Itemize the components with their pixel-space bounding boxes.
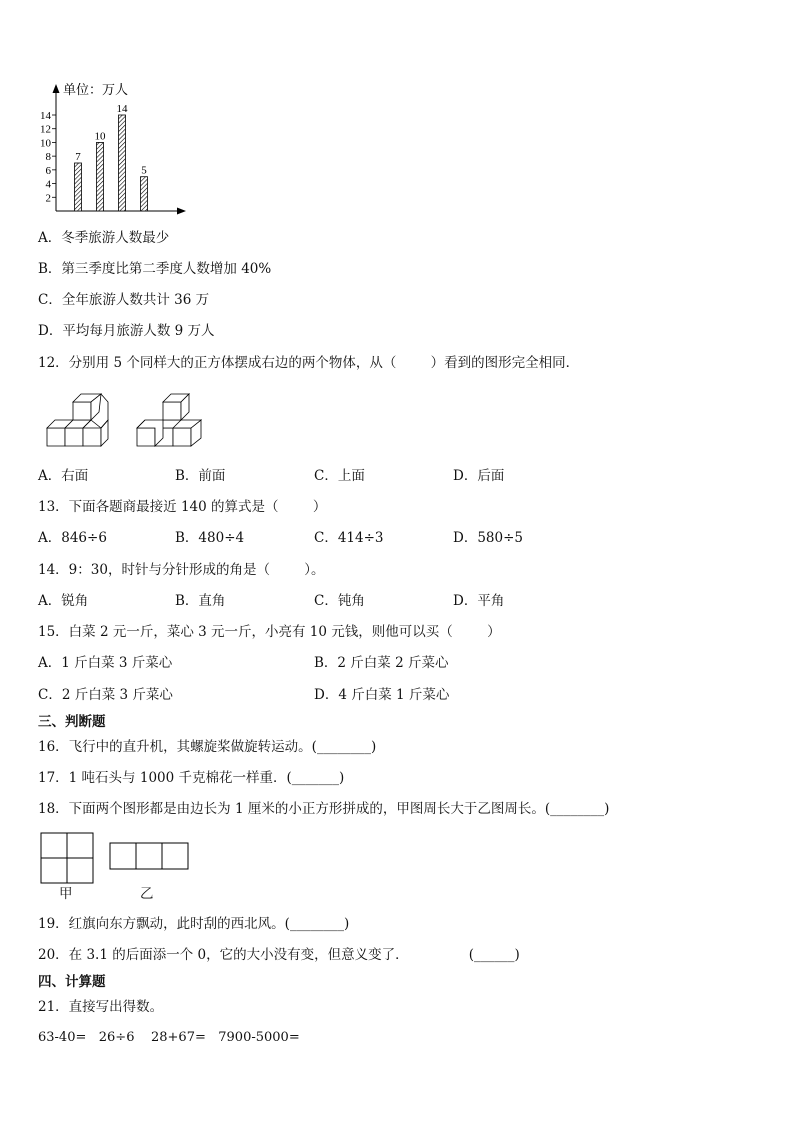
q11-option-c: C．全年旅游人数共计 36 万 <box>38 292 210 308</box>
cube-figure-1 <box>47 394 108 446</box>
bar-value-label-1: 7 <box>75 151 81 163</box>
q15-option-d: D．4 斤白菜 1 斤菜心 <box>314 687 450 703</box>
q18-stem: 18．下面两个图形都是由边长为 1 厘米的小正方形拼成的，甲图周长大于乙图周长。(________) <box>38 801 610 817</box>
bar-4 <box>141 177 148 211</box>
q13-stem: 13．下面各题商最接近 140 的算式是（ ） <box>38 499 327 515</box>
bar-value-label-2: 10 <box>94 130 106 143</box>
q11-option-a: A．冬季旅游人数最少 <box>38 230 170 246</box>
q12-stem: 12．分别用 5 个同样大的正方体摆成右边的两个物体，从（ ）看到的图形完全相同． <box>38 355 580 371</box>
q15-option-c: C．2 斤白菜 3 斤菜心 <box>38 687 173 703</box>
q13-option-c: C．414÷3 <box>314 530 384 546</box>
bar-value-label-3: 14 <box>116 103 128 115</box>
x-axis-arrow <box>177 208 186 215</box>
y-tick-label: 10 <box>40 137 51 150</box>
section-4-heading: 四、计算题 <box>38 974 106 990</box>
cube-figures <box>40 392 240 452</box>
q11-option-b: B．第三季度比第二季度人数增加 40% <box>38 261 272 277</box>
q15-option-a: A．1 斤白菜 3 斤菜心 <box>38 655 173 671</box>
bar-3 <box>119 115 126 211</box>
q14-stem: 14．9：30，时针与分针形成的角是（ ）。 <box>38 562 325 578</box>
bar-2 <box>97 142 104 211</box>
q12-option-c: C．上面 <box>314 468 365 484</box>
q21-expressions: 63-40= 26÷6 28+67= 7900-5000= <box>38 1030 300 1045</box>
cube-figure-2 <box>137 394 201 446</box>
label-jia: 甲 <box>59 886 73 902</box>
q21-stem: 21．直接写出得数。 <box>38 999 164 1015</box>
q16-stem: 16．飞行中的直升机，其螺旋桨做旋转运动。(________) <box>38 739 377 755</box>
q14-option-b: B．直角 <box>175 593 226 609</box>
bar-chart <box>0 80 200 220</box>
chart-unit-label: 单位：万人 <box>63 83 129 98</box>
y-tick-label: 6 <box>45 164 51 177</box>
q15-stem: 15．白菜 2 元一斤，菜心 3 元一斤，小亮有 10 元钱，则他可以买（ ） <box>38 624 501 640</box>
q14-option-a: A．锐角 <box>38 593 89 609</box>
q13-option-d: D．580÷5 <box>453 530 523 546</box>
y-tick-label: 4 <box>45 178 51 191</box>
q20-stem: 20．在 3.1 的后面添一个 0，它的大小没有变，但意义变了． (______) <box>38 947 520 963</box>
q13-option-b: B．480÷4 <box>175 530 245 546</box>
bar-value-label-4: 5 <box>141 164 147 177</box>
y-tick-label: 14 <box>40 110 51 122</box>
q17-stem: 17．1 吨石头与 1000 千克棉花一样重．(_______) <box>38 770 345 786</box>
q13-option-a: A．846÷6 <box>38 530 107 546</box>
y-tick-label: 12 <box>40 123 51 136</box>
q14-option-c: C．钝角 <box>314 593 365 609</box>
section-3-heading: 三、判断题 <box>38 714 106 730</box>
figure-yi <box>110 843 188 869</box>
y-tick-label: 8 <box>45 151 51 164</box>
q12-option-a: A．右面 <box>38 468 89 484</box>
q14-option-d: D．平角 <box>453 593 505 609</box>
label-yi: 乙 <box>140 886 154 902</box>
bar-1 <box>75 163 82 211</box>
y-axis-arrow <box>53 84 60 93</box>
q12-option-b: B．前面 <box>175 468 226 484</box>
y-tick-label: 2 <box>45 192 51 205</box>
q12-option-d: D．后面 <box>453 468 505 484</box>
q11-option-d: D．平均每月旅游人数 9 万人 <box>38 323 215 339</box>
q19-stem: 19．红旗向东方飘动，此时刮的西北风。(________) <box>38 916 350 932</box>
q15-option-b: B．2 斤白菜 2 斤菜心 <box>314 655 449 671</box>
